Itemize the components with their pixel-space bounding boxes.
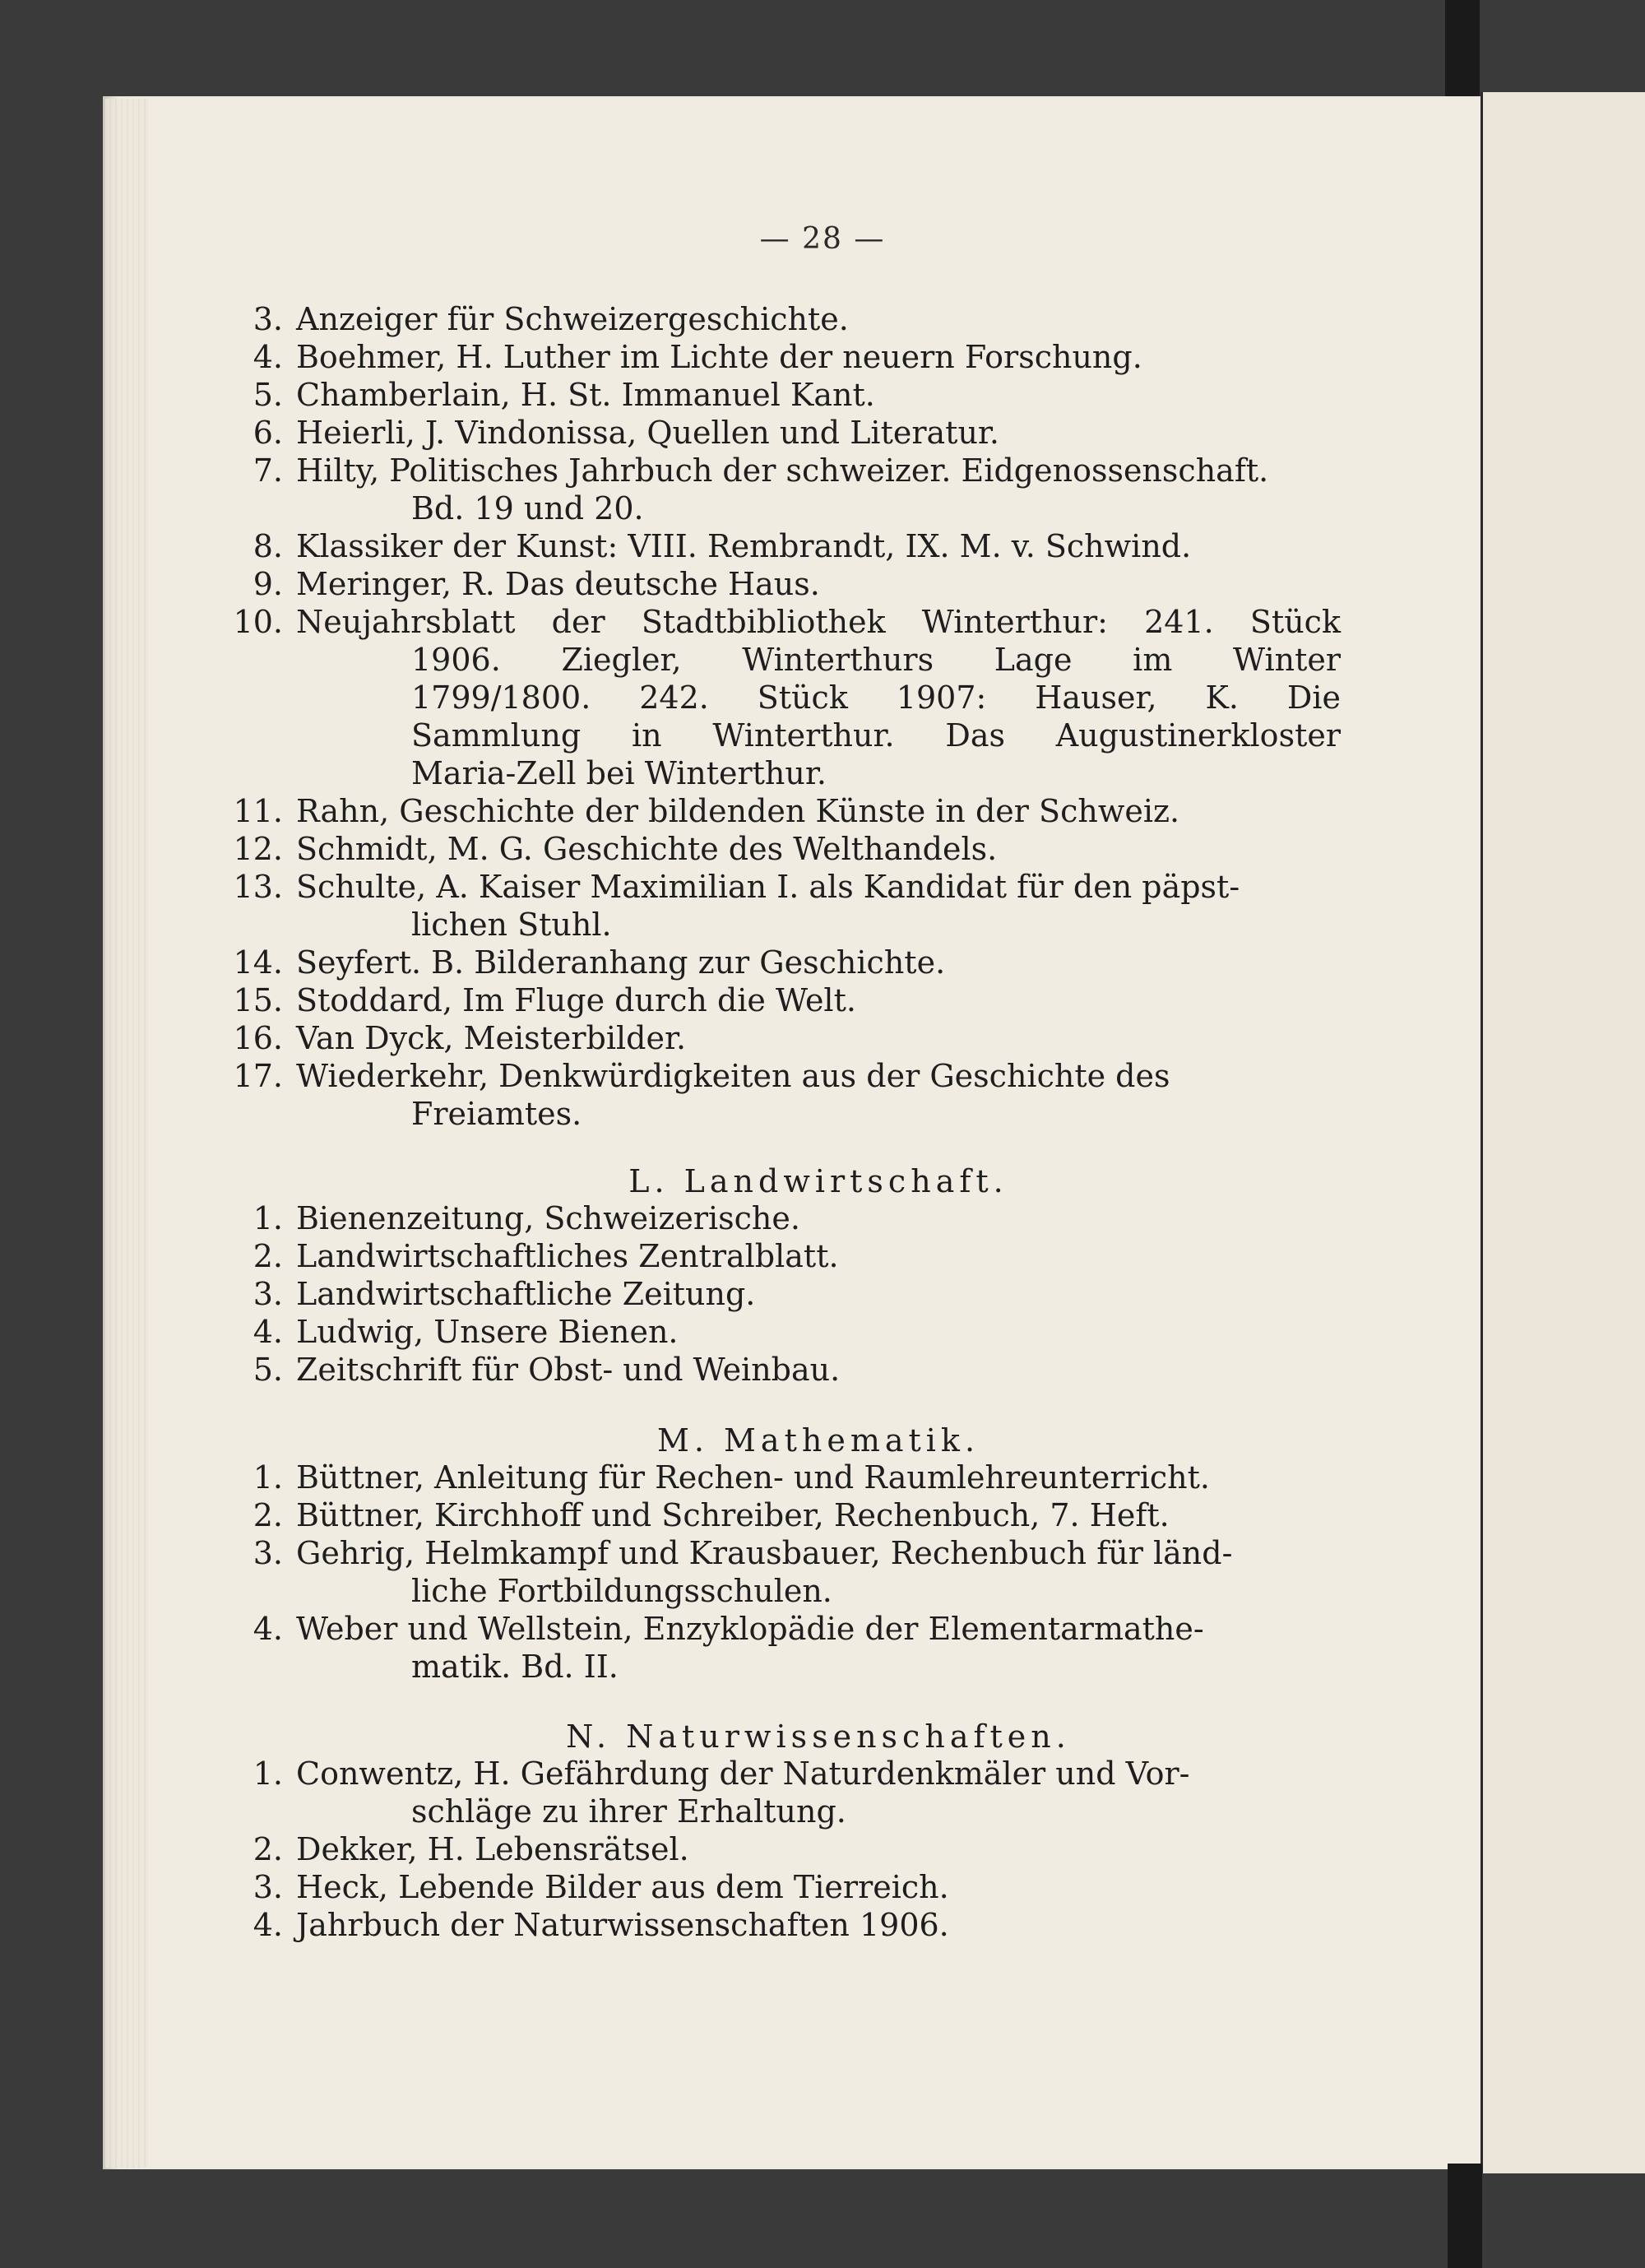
item-text-line: Van Dyck, Meisterbilder. xyxy=(296,1020,687,1056)
item-text-line: Hilty, Politisches Jahrbuch der schweizer. Eidgenossenschaft. xyxy=(296,452,1269,489)
item-number: 1. xyxy=(253,1459,283,1496)
page-number: — 28 — xyxy=(759,222,886,256)
next-page-edge xyxy=(1480,92,1645,2173)
item-text-line: Wiederkehr, Denkwürdigkeiten aus der Geschichte des xyxy=(296,1058,1170,1094)
item-number: 16. xyxy=(233,1020,283,1056)
item-text xyxy=(296,376,1341,414)
item-text-line: matik. Bd. II. xyxy=(411,1649,619,1685)
item-number: 4. xyxy=(253,339,283,375)
item-text-line: Heck, Lebende Bilder aus dem Tierreich. xyxy=(296,1869,949,1905)
item-text-line: Heierli, J. Vindonissa, Quellen und Literatur. xyxy=(296,415,999,451)
section-heading-naturwissenschaften: N. Naturwissenschaften. xyxy=(566,1718,1071,1755)
item-number: 1. xyxy=(253,1200,283,1236)
item-text-line: Ludwig, Unsere Bienen. xyxy=(296,1314,679,1350)
item-number: 9. xyxy=(253,566,283,602)
item-text-line: Neujahrsblatt der Stadtbibliothek Winterthur: 241. Stück xyxy=(296,604,1341,640)
list-item xyxy=(253,1610,1341,1686)
item-text xyxy=(296,1534,1341,1610)
list-item xyxy=(233,868,1341,944)
item-text xyxy=(296,565,1341,603)
list-item xyxy=(253,338,1341,376)
list-item xyxy=(253,1313,1341,1351)
item-text xyxy=(296,1496,1341,1534)
item-text-line: Sammlung in Winterthur. Das Augustinerkloster xyxy=(411,717,1341,754)
list-item xyxy=(253,1534,1341,1610)
item-text-line: Landwirtschaftliche Zeitung. xyxy=(296,1276,756,1312)
list-item xyxy=(253,376,1341,414)
item-text-line: Rahn, Geschichte der bildenden Künste in der Schweiz. xyxy=(296,793,1180,829)
item-text xyxy=(296,792,1341,830)
item-text xyxy=(296,452,1341,527)
list-item xyxy=(253,1906,1341,1944)
item-text-line: schläge zu ihrer Erhaltung. xyxy=(411,1793,846,1830)
item-text xyxy=(296,603,1341,792)
item-number: 17. xyxy=(233,1058,283,1094)
item-text-line: Bienenzeitung, Schweizerische. xyxy=(296,1200,800,1236)
list-item xyxy=(233,830,1341,868)
item-number: 13. xyxy=(233,869,283,905)
item-text xyxy=(296,527,1341,565)
item-number: 11. xyxy=(233,793,283,829)
item-text xyxy=(296,1459,1341,1496)
item-number: 2. xyxy=(253,1497,283,1533)
item-text xyxy=(296,1057,1341,1133)
item-number: 4. xyxy=(253,1314,283,1350)
item-text-line: Weber und Wellstein, Enzyklopädie der Elementarmathe- xyxy=(296,1611,1204,1647)
bookmark-ribbon-bottom xyxy=(1448,2164,1482,2268)
item-text xyxy=(296,1199,1341,1237)
item-number: 3. xyxy=(253,1535,283,1571)
item-text-line: Stoddard, Im Fluge durch die Welt. xyxy=(296,982,856,1018)
item-text-line: Schmidt, M. G. Geschichte des Welthandels. xyxy=(296,831,998,867)
list-item xyxy=(253,1237,1341,1275)
item-text xyxy=(296,1906,1341,1944)
item-text xyxy=(296,1830,1341,1868)
page-edge xyxy=(105,99,148,2168)
item-text xyxy=(296,1351,1341,1389)
item-text-line: Chamberlain, H. St. Immanuel Kant. xyxy=(296,377,875,413)
item-text-line: Maria-Zell bei Winterthur. xyxy=(411,755,827,791)
list-item xyxy=(253,1496,1341,1534)
item-number: 2. xyxy=(253,1831,283,1867)
section-heading-mathematik: M. Mathematik. xyxy=(656,1422,980,1459)
item-number: 4. xyxy=(253,1907,283,1943)
item-text-line: Boehmer, H. Luther im Lichte der neuern Forschung. xyxy=(296,339,1142,375)
item-text-line: Schulte, A. Kaiser Maximilian I. als Kandidat für den päpst- xyxy=(296,869,1240,905)
item-text-line: Zeitschrift für Obst- und Weinbau. xyxy=(296,1352,841,1388)
list-item xyxy=(233,603,1341,792)
list-item xyxy=(233,792,1341,830)
list-item xyxy=(253,414,1341,452)
item-text-line: Anzeiger für Schweizergeschichte. xyxy=(296,301,849,337)
item-number: 3. xyxy=(253,1276,283,1312)
item-number: 3. xyxy=(253,301,283,337)
item-text xyxy=(296,1313,1341,1351)
list-item xyxy=(253,1830,1341,1868)
item-text-line: Jahrbuch der Naturwissenschaften 1906. xyxy=(296,1907,949,1943)
item-number: 3. xyxy=(253,1869,283,1905)
item-text-line: Seyfert. B. Bilderanhang zur Geschichte. xyxy=(296,944,946,981)
item-text-line: Dekker, H. Lebensrätsel. xyxy=(296,1831,689,1867)
item-text xyxy=(296,1237,1341,1275)
item-number: 6. xyxy=(253,415,283,451)
item-text xyxy=(296,1868,1341,1906)
item-number: 7. xyxy=(253,452,283,489)
item-text xyxy=(296,338,1341,376)
item-text-line: Klassiker der Kunst: VIII. Rembrandt, IX. M. v. Schwind. xyxy=(296,528,1192,564)
item-text-line: Büttner, Kirchhoff und Schreiber, Rechenbuch, 7. Heft. xyxy=(296,1497,1170,1533)
list-item xyxy=(233,1057,1341,1133)
item-text xyxy=(296,300,1341,338)
item-text-line: liche Fortbildungsschulen. xyxy=(411,1573,832,1609)
list-item xyxy=(253,1275,1341,1313)
item-number: 5. xyxy=(253,377,283,413)
list-item xyxy=(233,944,1341,981)
item-number: 5. xyxy=(253,1352,283,1388)
item-text xyxy=(296,1755,1341,1830)
list-item xyxy=(253,1459,1341,1496)
item-text-line: Gehrig, Helmkampf und Krausbauer, Rechenbuch für länd- xyxy=(296,1535,1233,1571)
item-text-line: Freiamtes. xyxy=(411,1096,582,1132)
item-text-line: Bd. 19 und 20. xyxy=(411,490,644,526)
list-item xyxy=(253,1755,1341,1830)
item-text xyxy=(296,1275,1341,1313)
list-item xyxy=(253,527,1341,565)
list-item xyxy=(253,452,1341,527)
list-item xyxy=(233,981,1341,1019)
item-number: 2. xyxy=(253,1238,283,1274)
item-text-line: 1906. Ziegler, Winterthurs Lage im Winter xyxy=(411,642,1341,678)
item-number: 4. xyxy=(253,1611,283,1647)
item-number: 14. xyxy=(233,944,283,981)
item-text xyxy=(296,944,1341,981)
item-text-line: Meringer, R. Das deutsche Haus. xyxy=(296,566,820,602)
item-text-line: Conwentz, H. Gefährdung der Naturdenkmäler und Vor- xyxy=(296,1755,1190,1792)
item-text xyxy=(296,830,1341,868)
list-item xyxy=(253,1199,1341,1237)
section-heading-landwirtschaft: L. Landwirtschaft. xyxy=(628,1163,1008,1199)
item-text xyxy=(296,1610,1341,1686)
item-number: 15. xyxy=(233,982,283,1018)
item-text xyxy=(296,868,1341,944)
item-text-line: Büttner, Anleitung für Rechen- und Raumlehreunterricht. xyxy=(296,1459,1210,1496)
item-number: 8. xyxy=(253,528,283,564)
item-text xyxy=(296,1019,1341,1057)
list-item xyxy=(253,1351,1341,1389)
list-item xyxy=(233,1019,1341,1057)
item-number: 1. xyxy=(253,1755,283,1792)
list-item xyxy=(253,1868,1341,1906)
bookmark-ribbon-top xyxy=(1445,0,1480,107)
item-text-line: 1799/1800. 242. Stück 1907: Hauser, K. Die xyxy=(411,679,1341,716)
list-item xyxy=(253,565,1341,603)
item-number: 12. xyxy=(233,831,283,867)
item-number: 10. xyxy=(233,604,283,640)
item-text xyxy=(296,981,1341,1019)
item-text-line: Landwirtschaftliches Zentralblatt. xyxy=(296,1238,839,1274)
item-text-line: lichen Stuhl. xyxy=(411,907,612,943)
list-item xyxy=(253,300,1341,338)
item-text xyxy=(296,414,1341,452)
